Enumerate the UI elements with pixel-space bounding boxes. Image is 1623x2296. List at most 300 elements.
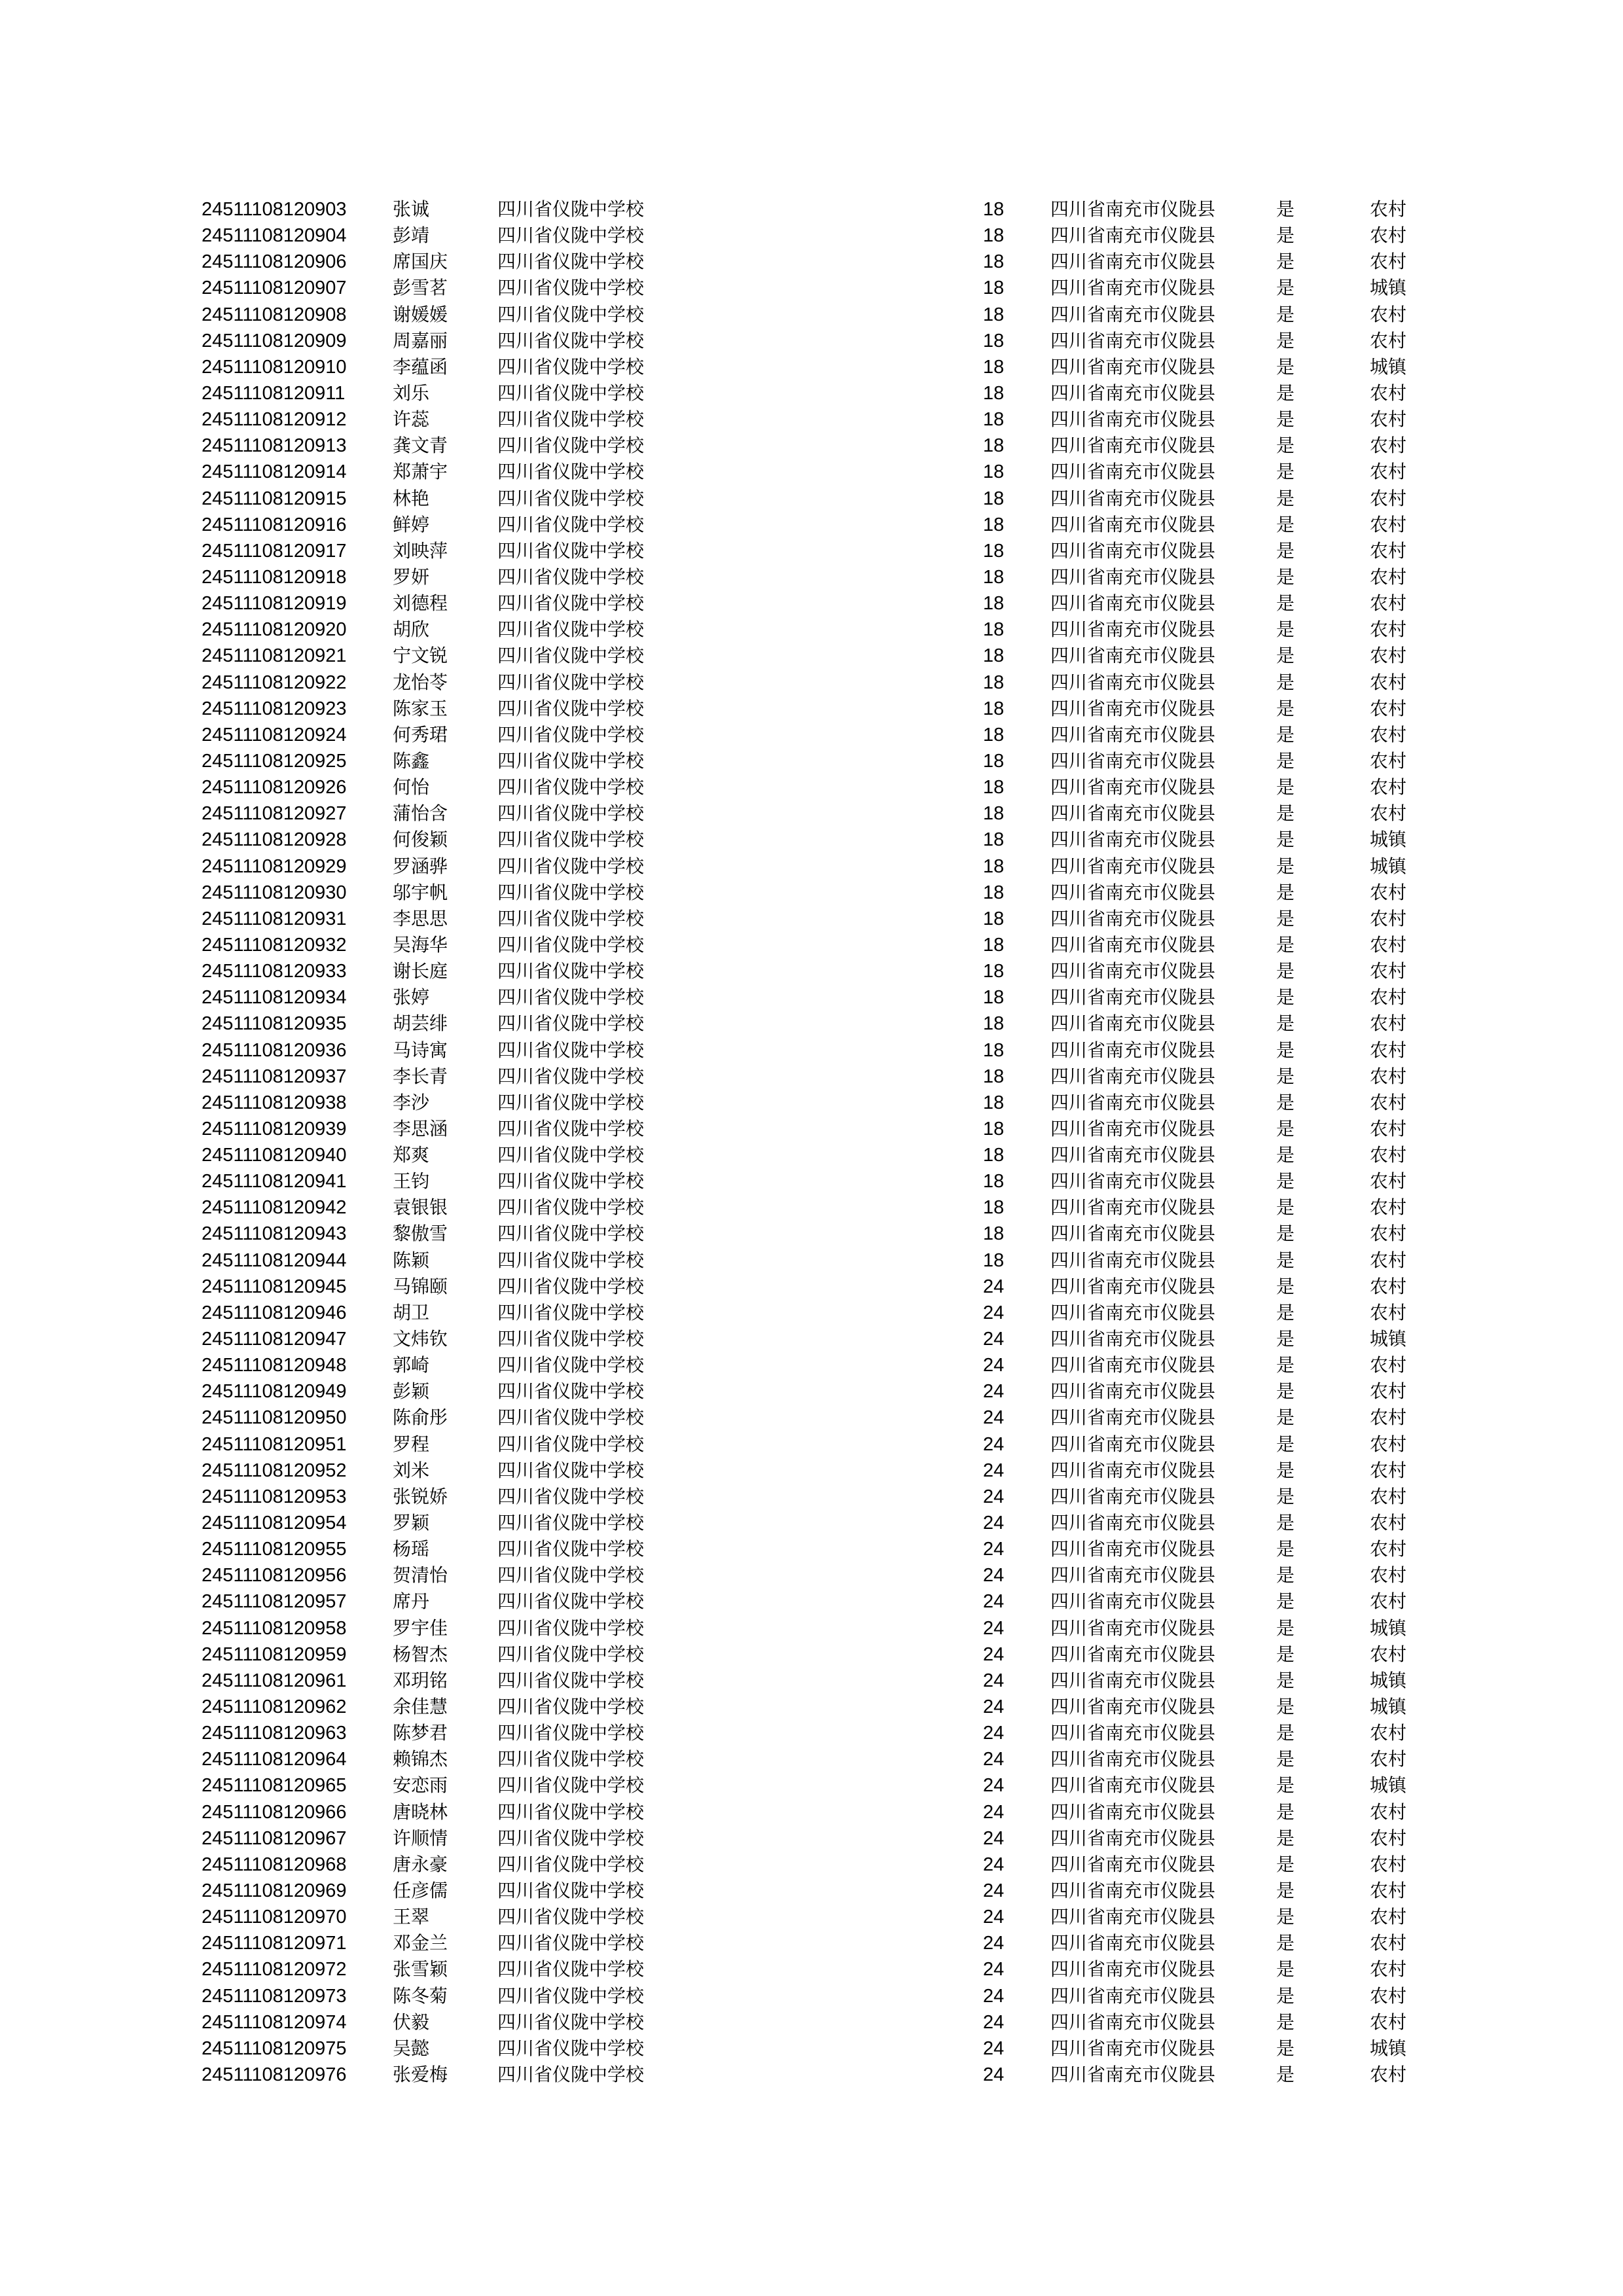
region-cell: 四川省南充市仪陇县 (1050, 1380, 1216, 1403)
residence-type-cell: 农村 (1370, 2063, 1407, 2085)
exam-number-cell: 24511108120959 (202, 1643, 347, 1665)
school-cell: 四川省仪陇中学校 (497, 1932, 645, 1954)
student-name-cell: 袁银银 (393, 1196, 448, 1219)
exam-number-cell: 24511108120951 (202, 1433, 347, 1455)
residence-type-cell: 农村 (1370, 1091, 1407, 1113)
student-name-cell: 张诚 (393, 198, 430, 220)
table-row (0, 1221, 1623, 1247)
exam-number-cell: 24511108120916 (202, 514, 347, 535)
table-row (0, 932, 1623, 958)
exam-number-cell: 24511108120914 (202, 461, 347, 483)
table-row (0, 1878, 1623, 1904)
school-cell: 四川省仪陇中学校 (497, 1433, 645, 1455)
yes-no-cell: 是 (1276, 487, 1295, 509)
school-cell: 四川省仪陇中学校 (497, 198, 645, 220)
region-cell: 四川省南充市仪陇县 (1050, 829, 1216, 851)
table-row (0, 406, 1623, 433)
student-name-cell: 唐永豪 (393, 1853, 448, 1875)
school-cell: 四川省仪陇中学校 (497, 382, 645, 404)
student-name-cell: 罗妍 (393, 565, 430, 588)
table-row (0, 800, 1623, 827)
yes-no-cell: 是 (1276, 986, 1295, 1009)
yes-no-cell: 是 (1276, 408, 1295, 431)
exam-number-cell: 24511108120910 (202, 356, 347, 378)
number-cell: 24 (983, 1801, 1005, 1823)
student-name-cell: 龙怡苓 (393, 671, 448, 693)
yes-no-cell: 是 (1276, 1039, 1295, 1061)
number-cell: 18 (983, 882, 1005, 903)
school-cell: 四川省仪陇中学校 (497, 723, 645, 745)
residence-type-cell: 城镇 (1370, 855, 1407, 877)
table-row (0, 2062, 1623, 2088)
number-cell: 18 (983, 1145, 1005, 1166)
region-cell: 四川省南充市仪陇县 (1050, 697, 1216, 719)
table-row (0, 827, 1623, 853)
table-row (0, 1011, 1623, 1037)
region-cell: 四川省南充市仪陇县 (1050, 1958, 1216, 1981)
exam-number-cell: 24511108120968 (202, 1854, 347, 1875)
number-cell: 18 (983, 1171, 1005, 1193)
number-cell: 18 (983, 908, 1005, 929)
table-row (0, 1274, 1623, 1300)
student-name-cell: 李长青 (393, 1065, 448, 1087)
yes-no-cell: 是 (1276, 1065, 1295, 1087)
school-cell: 四川省仪陇中学校 (497, 565, 645, 588)
yes-no-cell: 是 (1276, 1958, 1295, 1981)
school-cell: 四川省仪陇中学校 (497, 802, 645, 825)
number-cell: 24 (983, 1460, 1005, 1481)
exam-number-cell: 24511108120930 (202, 882, 347, 903)
number-cell: 18 (983, 435, 1005, 457)
number-cell: 24 (983, 1959, 1005, 1981)
number-cell: 18 (983, 777, 1005, 798)
region-cell: 四川省南充市仪陇县 (1050, 198, 1216, 220)
residence-type-cell: 农村 (1370, 1196, 1407, 1219)
table-row (0, 512, 1623, 538)
region-cell: 四川省南充市仪陇县 (1050, 1801, 1216, 1823)
table-row (0, 748, 1623, 774)
student-name-cell: 陈家玉 (393, 697, 448, 719)
table-row (0, 275, 1623, 301)
number-cell: 18 (983, 698, 1005, 719)
number-cell: 18 (983, 750, 1005, 772)
yes-no-cell: 是 (1276, 723, 1295, 745)
yes-no-cell: 是 (1276, 1932, 1295, 1954)
yes-no-cell: 是 (1276, 329, 1295, 351)
region-cell: 四川省南充市仪陇县 (1050, 1774, 1216, 1797)
region-cell: 四川省南充市仪陇县 (1050, 1906, 1216, 1928)
student-name-cell: 李思思 (393, 907, 448, 929)
table-row (0, 1326, 1623, 1352)
table-row (0, 853, 1623, 880)
school-cell: 四川省仪陇中学校 (497, 645, 645, 667)
school-cell: 四川省仪陇中学校 (497, 1722, 645, 1744)
region-cell: 四川省南充市仪陇县 (1050, 749, 1216, 772)
school-cell: 四川省仪陇中学校 (497, 697, 645, 719)
school-cell: 四川省仪陇中学校 (497, 1827, 645, 1849)
residence-type-cell: 农村 (1370, 802, 1407, 825)
yes-no-cell: 是 (1276, 1091, 1295, 1113)
residence-type-cell: 农村 (1370, 1748, 1407, 1770)
school-cell: 四川省仪陇中学校 (497, 1275, 645, 1297)
table-row (0, 1378, 1623, 1405)
yes-no-cell: 是 (1276, 382, 1295, 404)
exam-number-cell: 24511108120948 (202, 1355, 347, 1376)
student-name-cell: 何怡 (393, 776, 430, 798)
residence-type-cell: 农村 (1370, 224, 1407, 247)
yes-no-cell: 是 (1276, 1880, 1295, 1901)
student-name-cell: 何俊颖 (393, 829, 448, 851)
student-name-cell: 彭颖 (393, 1380, 430, 1403)
residence-type-cell: 农村 (1370, 303, 1407, 325)
region-cell: 四川省南充市仪陇县 (1050, 1564, 1216, 1587)
student-name-cell: 吴海华 (393, 933, 448, 956)
yes-no-cell: 是 (1276, 1538, 1295, 1560)
school-cell: 四川省仪陇中学校 (497, 2063, 645, 2085)
school-cell: 四川省仪陇中学校 (497, 513, 645, 535)
student-name-cell: 刘乐 (393, 382, 430, 404)
school-cell: 四川省仪陇中学校 (497, 1748, 645, 1770)
exam-number-cell: 24511108120931 (202, 908, 347, 929)
exam-number-cell: 24511108120971 (202, 1933, 347, 1954)
yes-no-cell: 是 (1276, 1669, 1295, 1691)
residence-type-cell: 农村 (1370, 1170, 1407, 1193)
region-cell: 四川省南充市仪陇县 (1050, 251, 1216, 273)
exam-number-cell: 24511108120924 (202, 724, 347, 745)
residence-type-cell: 农村 (1370, 1065, 1407, 1087)
number-cell: 24 (983, 1539, 1005, 1560)
region-cell: 四川省南充市仪陇县 (1050, 1932, 1216, 1954)
school-cell: 四川省仪陇中学校 (497, 1459, 645, 1481)
region-cell: 四川省南充市仪陇县 (1050, 1827, 1216, 1849)
table-row (0, 1458, 1623, 1484)
table-row (0, 906, 1623, 932)
school-cell: 四川省仪陇中学校 (497, 2011, 645, 2033)
school-cell: 四川省仪陇中学校 (497, 1669, 645, 1691)
residence-type-cell: 农村 (1370, 1958, 1407, 1981)
yes-no-cell: 是 (1276, 355, 1295, 378)
table-row (0, 774, 1623, 800)
region-cell: 四川省南充市仪陇县 (1050, 960, 1216, 982)
yes-no-cell: 是 (1276, 1590, 1295, 1613)
school-cell: 四川省仪陇中学校 (497, 1853, 645, 1875)
residence-type-cell: 农村 (1370, 382, 1407, 404)
number-cell: 18 (983, 1066, 1005, 1087)
yes-no-cell: 是 (1276, 461, 1295, 483)
student-name-cell: 陈梦君 (393, 1722, 448, 1744)
yes-no-cell: 是 (1276, 697, 1295, 719)
exam-number-cell: 24511108120926 (202, 777, 347, 798)
student-name-cell: 贺清怡 (393, 1564, 448, 1587)
region-cell: 四川省南充市仪陇县 (1050, 592, 1216, 615)
exam-number-cell: 24511108120949 (202, 1381, 347, 1403)
number-cell: 24 (983, 1643, 1005, 1665)
exam-number-cell: 24511108120956 (202, 1565, 347, 1587)
student-name-cell: 李思涵 (393, 1117, 448, 1139)
table-row (0, 643, 1623, 669)
residence-type-cell: 农村 (1370, 1354, 1407, 1376)
exam-number-cell: 24511108120973 (202, 1985, 347, 2007)
student-name-cell: 黎傲雪 (393, 1223, 448, 1245)
number-cell: 24 (983, 1513, 1005, 1534)
residence-type-cell: 农村 (1370, 1984, 1407, 2007)
region-cell: 四川省南充市仪陇县 (1050, 907, 1216, 929)
school-cell: 四川省仪陇中学校 (497, 1512, 645, 1534)
number-cell: 18 (983, 461, 1005, 483)
student-name-cell: 王翠 (393, 1906, 430, 1928)
number-cell: 18 (983, 987, 1005, 1009)
residence-type-cell: 城镇 (1370, 1696, 1407, 1718)
yes-no-cell: 是 (1276, 1196, 1295, 1219)
exam-number-cell: 24511108120903 (202, 199, 347, 220)
region-cell: 四川省南充市仪陇县 (1050, 1880, 1216, 1901)
student-name-cell: 郑萧宇 (393, 461, 448, 483)
student-roster-table (0, 196, 1623, 2088)
school-cell: 四川省仪陇中学校 (497, 1301, 645, 1323)
number-cell: 18 (983, 855, 1005, 877)
table-row (0, 1852, 1623, 1878)
region-cell: 四川省南充市仪陇县 (1050, 776, 1216, 798)
table-row (0, 1064, 1623, 1090)
yes-no-cell: 是 (1276, 251, 1295, 273)
table-row (0, 1904, 1623, 1930)
exam-number-cell: 24511108120962 (202, 1696, 347, 1718)
student-name-cell: 罗颖 (393, 1512, 430, 1534)
school-cell: 四川省仪陇中学校 (497, 355, 645, 378)
student-name-cell: 鲜婷 (393, 513, 430, 535)
residence-type-cell: 农村 (1370, 1853, 1407, 1875)
yes-no-cell: 是 (1276, 1117, 1295, 1139)
number-cell: 18 (983, 356, 1005, 378)
exam-number-cell: 24511108120955 (202, 1539, 347, 1560)
exam-number-cell: 24511108120919 (202, 593, 347, 615)
exam-number-cell: 24511108120933 (202, 961, 347, 982)
yes-no-cell: 是 (1276, 855, 1295, 877)
yes-no-cell: 是 (1276, 1407, 1295, 1429)
exam-number-cell: 24511108120913 (202, 435, 347, 457)
yes-no-cell: 是 (1276, 907, 1295, 929)
number-cell: 24 (983, 1696, 1005, 1718)
number-cell: 24 (983, 1565, 1005, 1587)
school-cell: 四川省仪陇中学校 (497, 461, 645, 483)
student-name-cell: 张婷 (393, 986, 430, 1009)
student-name-cell: 邓玥铭 (393, 1669, 448, 1691)
yes-no-cell: 是 (1276, 1827, 1295, 1849)
number-cell: 18 (983, 593, 1005, 615)
region-cell: 四川省南充市仪陇县 (1050, 1354, 1216, 1376)
yes-no-cell: 是 (1276, 1354, 1295, 1376)
table-row (0, 1536, 1623, 1562)
school-cell: 四川省仪陇中学校 (497, 1696, 645, 1718)
student-name-cell: 蒲怡含 (393, 802, 448, 825)
region-cell: 四川省南充市仪陇县 (1050, 1301, 1216, 1323)
exam-number-cell: 24511108120934 (202, 987, 347, 1009)
yes-no-cell: 是 (1276, 1853, 1295, 1875)
residence-type-cell: 城镇 (1370, 1617, 1407, 1639)
exam-number-cell: 24511108120969 (202, 1880, 347, 1901)
yes-no-cell: 是 (1276, 933, 1295, 956)
exam-number-cell: 24511108120937 (202, 1066, 347, 1087)
number-cell: 18 (983, 225, 1005, 247)
exam-number-cell: 24511108120958 (202, 1617, 347, 1639)
student-name-cell: 宁文锐 (393, 645, 448, 667)
school-cell: 四川省仪陇中学校 (497, 277, 645, 299)
region-cell: 四川省南充市仪陇县 (1050, 277, 1216, 299)
table-row (0, 1825, 1623, 1852)
residence-type-cell: 农村 (1370, 592, 1407, 615)
number-cell: 18 (983, 278, 1005, 299)
yes-no-cell: 是 (1276, 1774, 1295, 1797)
exam-number-cell: 24511108120967 (202, 1827, 347, 1849)
exam-number-cell: 24511108120970 (202, 1907, 347, 1928)
school-cell: 四川省仪陇中学校 (497, 251, 645, 273)
number-cell: 18 (983, 514, 1005, 535)
student-name-cell: 陈鑫 (393, 749, 430, 772)
student-name-cell: 刘米 (393, 1459, 430, 1481)
number-cell: 18 (983, 251, 1005, 273)
school-cell: 四川省仪陇中学校 (497, 881, 645, 903)
table-row (0, 1510, 1623, 1536)
yes-no-cell: 是 (1276, 802, 1295, 825)
table-row (0, 1352, 1623, 1378)
number-cell: 18 (983, 330, 1005, 351)
number-cell: 24 (983, 1276, 1005, 1297)
region-cell: 四川省南充市仪陇县 (1050, 303, 1216, 325)
yes-no-cell: 是 (1276, 1564, 1295, 1587)
number-cell: 24 (983, 1433, 1005, 1455)
school-cell: 四川省仪陇中学校 (497, 1617, 645, 1639)
region-cell: 四川省南充市仪陇县 (1050, 855, 1216, 877)
residence-type-cell: 农村 (1370, 1144, 1407, 1166)
number-cell: 18 (983, 961, 1005, 982)
number-cell: 24 (983, 1670, 1005, 1691)
student-name-cell: 胡芸绯 (393, 1013, 448, 1035)
student-name-cell: 陈俞彤 (393, 1407, 448, 1429)
region-cell: 四川省南充市仪陇县 (1050, 1196, 1216, 1219)
yes-no-cell: 是 (1276, 1696, 1295, 1718)
exam-number-cell: 24511108120965 (202, 1775, 347, 1797)
residence-type-cell: 农村 (1370, 1039, 1407, 1061)
yes-no-cell: 是 (1276, 303, 1295, 325)
exam-number-cell: 24511108120941 (202, 1171, 347, 1193)
residence-type-cell: 农村 (1370, 539, 1407, 562)
residence-type-cell: 农村 (1370, 1932, 1407, 1954)
residence-type-cell: 农村 (1370, 1249, 1407, 1271)
exam-number-cell: 24511108120964 (202, 1749, 347, 1770)
school-cell: 四川省仪陇中学校 (497, 1065, 645, 1087)
number-cell: 18 (983, 1197, 1005, 1219)
region-cell: 四川省南充市仪陇县 (1050, 1039, 1216, 1061)
table-row (0, 1615, 1623, 1641)
region-cell: 四川省南充市仪陇县 (1050, 1538, 1216, 1560)
student-name-cell: 胡卫 (393, 1301, 430, 1323)
table-row (0, 1168, 1623, 1194)
region-cell: 四川省南充市仪陇县 (1050, 619, 1216, 641)
student-name-cell: 林艳 (393, 487, 430, 509)
yes-no-cell: 是 (1276, 1433, 1295, 1455)
region-cell: 四川省南充市仪陇县 (1050, 1617, 1216, 1639)
school-cell: 四川省仪陇中学校 (497, 1013, 645, 1035)
residence-type-cell: 农村 (1370, 1301, 1407, 1323)
residence-type-cell: 农村 (1370, 251, 1407, 273)
school-cell: 四川省仪陇中学校 (497, 1249, 645, 1271)
number-cell: 18 (983, 829, 1005, 851)
residence-type-cell: 农村 (1370, 776, 1407, 798)
exam-number-cell: 24511108120922 (202, 672, 347, 693)
yes-no-cell: 是 (1276, 277, 1295, 299)
region-cell: 四川省南充市仪陇县 (1050, 1328, 1216, 1350)
table-row (0, 1116, 1623, 1142)
student-name-cell: 唐晓林 (393, 1801, 448, 1823)
exam-number-cell: 24511108120957 (202, 1591, 347, 1613)
table-row (0, 433, 1623, 459)
number-cell: 18 (983, 1039, 1005, 1061)
exam-number-cell: 24511108120974 (202, 2011, 347, 2033)
student-name-cell: 余佳慧 (393, 1696, 448, 1718)
table-row (0, 1405, 1623, 1431)
school-cell: 四川省仪陇中学校 (497, 224, 645, 247)
region-cell: 四川省南充市仪陇县 (1050, 802, 1216, 825)
exam-number-cell: 24511108120928 (202, 829, 347, 851)
residence-type-cell: 农村 (1370, 1485, 1407, 1507)
residence-type-cell: 农村 (1370, 1722, 1407, 1744)
student-name-cell: 安恋雨 (393, 1774, 448, 1797)
yes-no-cell: 是 (1276, 671, 1295, 693)
yes-no-cell: 是 (1276, 2011, 1295, 2033)
yes-no-cell: 是 (1276, 2063, 1295, 2085)
yes-no-cell: 是 (1276, 1459, 1295, 1481)
student-name-cell: 谢媛媛 (393, 303, 448, 325)
region-cell: 四川省南充市仪陇县 (1050, 1223, 1216, 1245)
student-name-cell: 赖锦杰 (393, 1748, 448, 1770)
yes-no-cell: 是 (1276, 1722, 1295, 1744)
student-name-cell: 龚文青 (393, 435, 448, 457)
yes-no-cell: 是 (1276, 619, 1295, 641)
school-cell: 四川省仪陇中学校 (497, 986, 645, 1009)
school-cell: 四川省仪陇中学校 (497, 1485, 645, 1507)
residence-type-cell: 农村 (1370, 960, 1407, 982)
student-name-cell: 罗程 (393, 1433, 430, 1455)
school-cell: 四川省仪陇中学校 (497, 539, 645, 562)
table-row (0, 538, 1623, 564)
table-row (0, 1720, 1623, 1746)
school-cell: 四川省仪陇中学校 (497, 1643, 645, 1665)
number-cell: 18 (983, 672, 1005, 693)
school-cell: 四川省仪陇中学校 (497, 1538, 645, 1560)
student-name-cell: 马锦颐 (393, 1275, 448, 1297)
exam-number-cell: 24511108120946 (202, 1302, 347, 1323)
school-cell: 四川省仪陇中学校 (497, 1170, 645, 1193)
yes-no-cell: 是 (1276, 224, 1295, 247)
region-cell: 四川省南充市仪陇县 (1050, 1275, 1216, 1297)
table-row (0, 1694, 1623, 1720)
yes-no-cell: 是 (1276, 565, 1295, 588)
region-cell: 四川省南充市仪陇县 (1050, 2063, 1216, 2085)
school-cell: 四川省仪陇中学校 (497, 1117, 645, 1139)
student-name-cell: 邬宇帆 (393, 881, 448, 903)
student-name-cell: 席丹 (393, 1590, 430, 1613)
residence-type-cell: 农村 (1370, 513, 1407, 535)
exam-number-cell: 24511108120952 (202, 1460, 347, 1481)
yes-no-cell: 是 (1276, 1328, 1295, 1350)
residence-type-cell: 农村 (1370, 619, 1407, 641)
table-row (0, 590, 1623, 617)
school-cell: 四川省仪陇中学校 (497, 1958, 645, 1981)
residence-type-cell: 农村 (1370, 1117, 1407, 1139)
yes-no-cell: 是 (1276, 1249, 1295, 1271)
school-cell: 四川省仪陇中学校 (497, 1590, 645, 1613)
exam-number-cell: 24511108120972 (202, 1959, 347, 1981)
